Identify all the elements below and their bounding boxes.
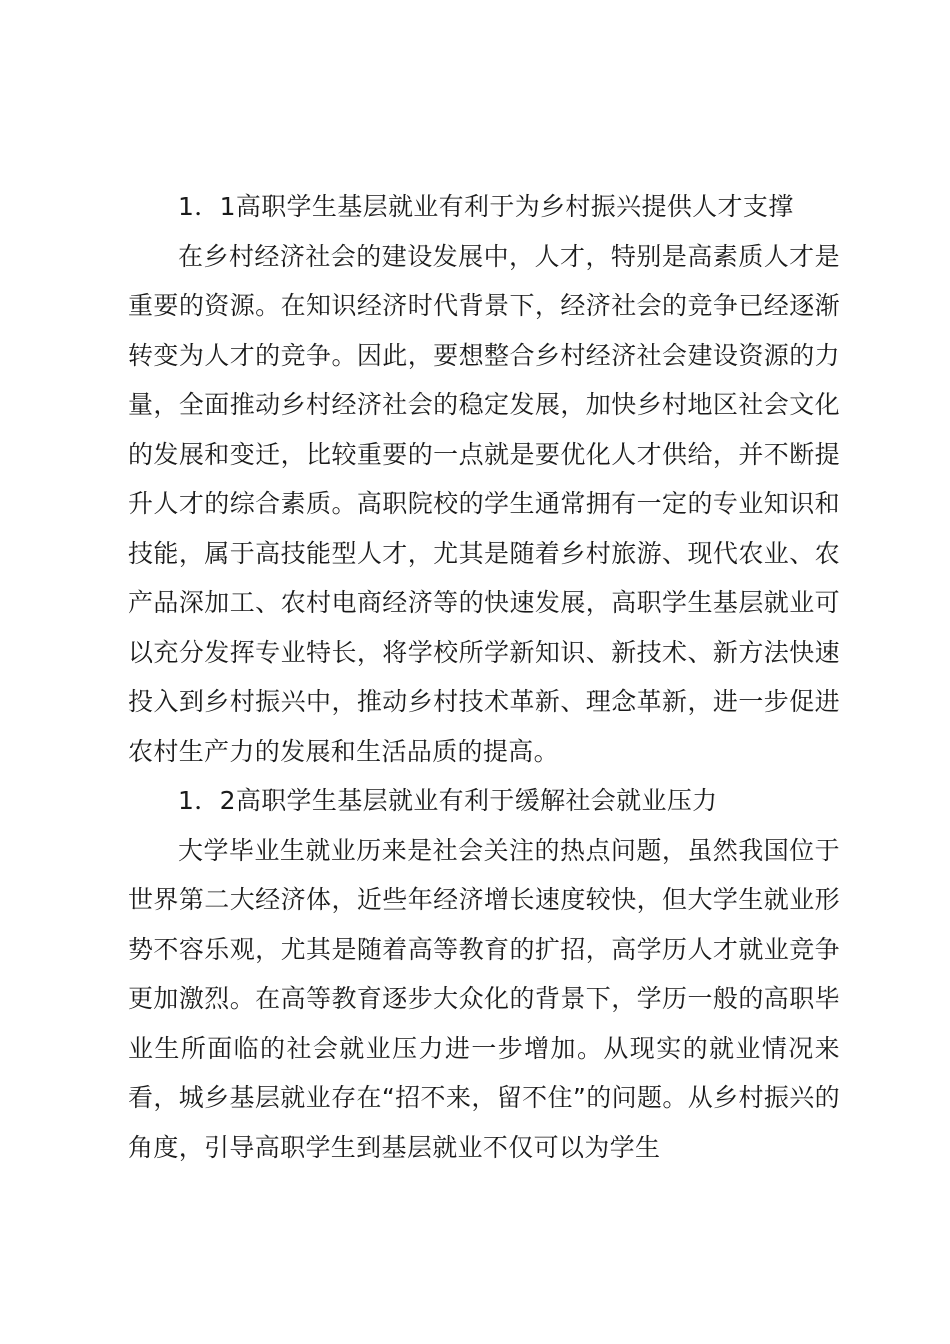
section-heading-1-2: 1．2高职学生基层就业有利于缓解社会就业压力 (178, 786, 718, 815)
document-body (128, 182, 840, 1172)
section-paragraph-1-1: 在乡村经济社会的建设发展中，人才，特别是高素质人才是重要的资源。在知识经济时代背景下，经济社会的竞争已经逐渐转变为人才的竞争。因此，要想整合乡村经济社会建设资源的力量，全面推动乡村经济社会的稳定发展，加快乡村地区社会文化的发展和变迁，比较重要的一点就是要优化人才供给，并不断提升人才的综合素质。高职院校的学生通常拥有一定的专业知识和技能，属于高技能型人才，尤其是随着乡村旅游、现代农业、农产品深加工、农村电商经济等的快速发展，高职学生基层就业可以充分发挥专业特长，将学校所学新知识、新技术、新方法快速投入到乡村振兴中，推动乡村技术革新、理念革新，进一步促进农村生产力的发展和生活品质的提高。 (128, 241, 840, 766)
section-heading-1-1: 1．1高职学生基层就业有利于为乡村振兴提供人才支撑 (178, 192, 794, 221)
section-paragraph-1-2: 大学毕业生就业历来是社会关注的热点问题，虽然我国位于世界第二大经济体，近些年经济增长速度较快，但大学生就业形势不容乐观，尤其是随着高等教育的扩招，高学历人才就业竞争更加激烈。在高等教育逐步大众化的背景下，学历一般的高职毕业生所面临的社会就业压力进一步增加。从现实的就业情况来看，城乡基层就业存在“招不来，留不住”的问题。从乡村振兴的角度，引导高职学生到基层就业不仅可以为学生 (128, 835, 840, 1162)
